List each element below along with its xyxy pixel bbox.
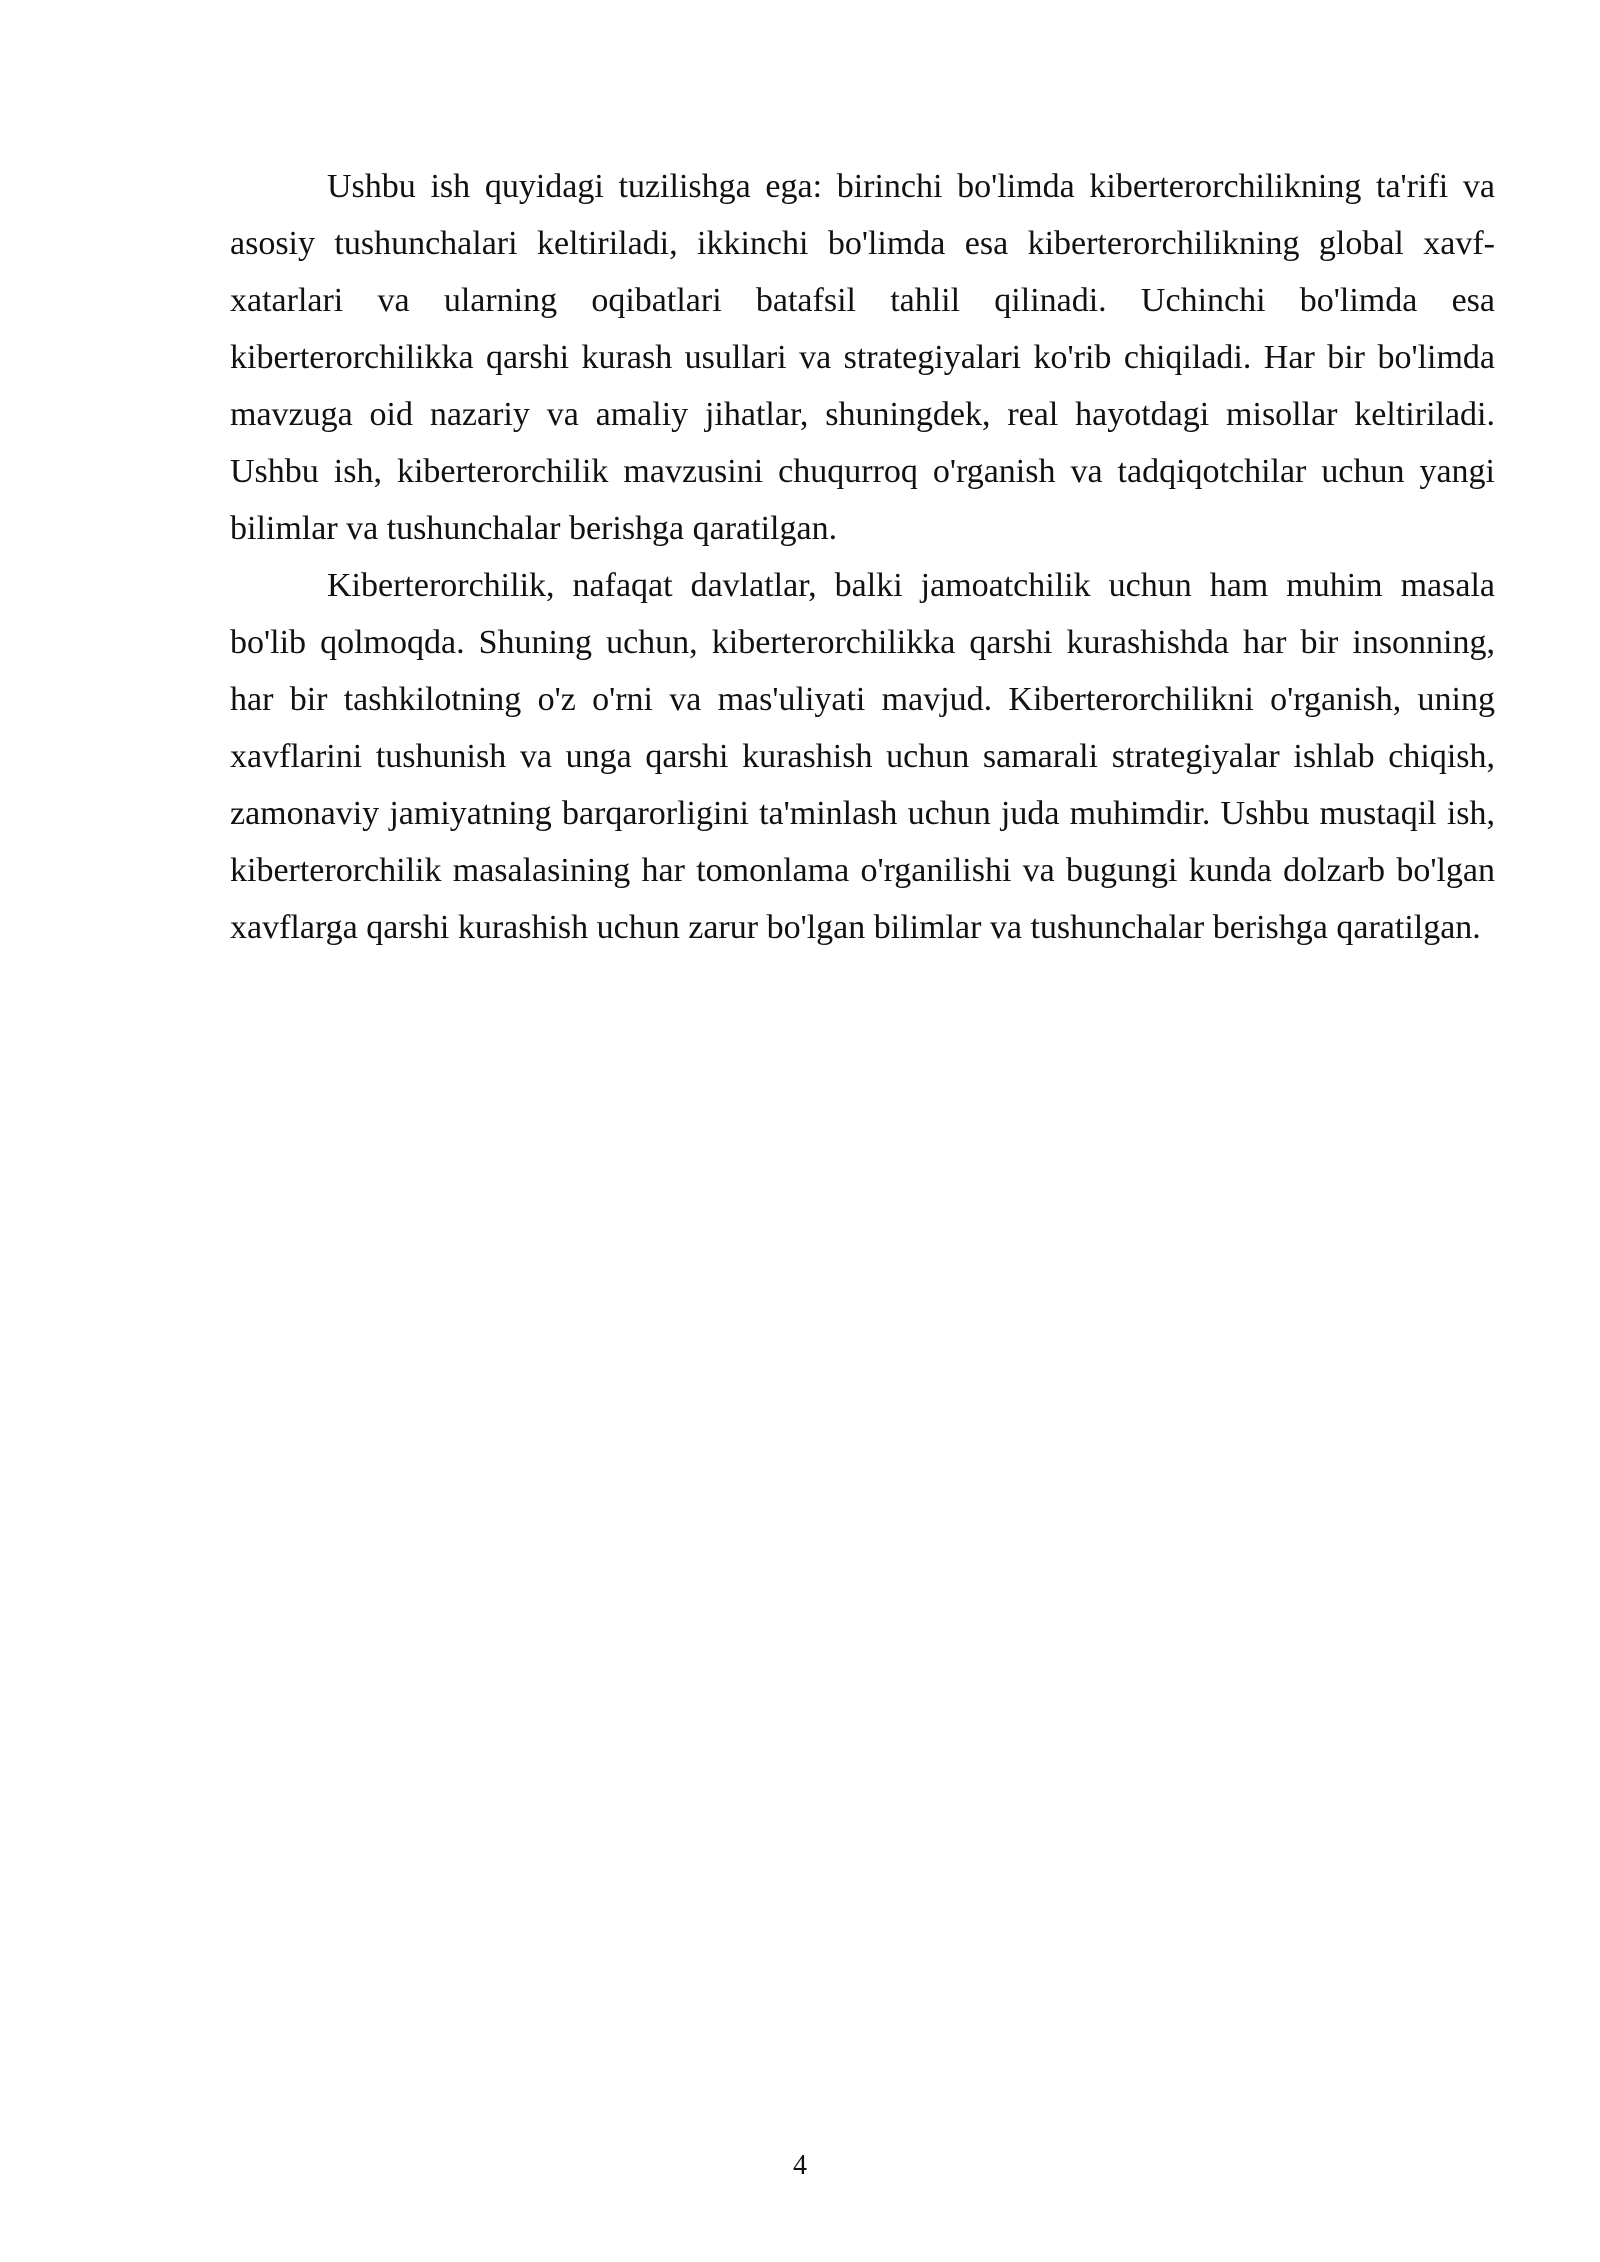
body-text (230, 158, 1495, 956)
paragraph-2: Kiberterorchilik, nafaqat davlatlar, balki jamoatchilik uchun ham muhim masala bo'lib qolmoqda. Shuning uchun, kiberterorchilikka qarshi kurashishda har bir insonning, har bir tashkilotning o'z o'rni va mas'uliyati mavjud. Kiberterorchilikni o'rganish, uning xavflarini tushunish va unga qarshi kurashish uchun samarali strategiyalar ishlab chiqish, zamonaviy jamiyatning barqarorligini ta'minlash uchun juda muhimdir. Ushbu mustaqil ish, kiberterorchilik masalasining har tomonlama o'rganilishi va bugungi kunda dolzarb bo'lgan xavflarga qarshi kurashish uchun zarur bo'lgan bilimlar va tushunchalar berishga qaratilgan. (230, 567, 1495, 946)
paragraph-1: Ushbu ish quyidagi tuzilishga ega: birinchi bo'limda kiberterorchilikning ta'rifi va asosiy tushunchalari keltiriladi, ikkinchi bo'limda esa kiberterorchilikning global xavf-xatarlari va ularning oqibatlari batafsil tahlil qilinadi. Uchinchi bo'limda esa kiberterorchilikka qarshi kurash usullari va strategiyalari ko'rib chiqiladi. Har bir bo'limda mavzuga oid nazariy va amaliy jihatlar, shuningdek, real hayotdagi misollar keltiriladi. Ushbu ish, kiberterorchilik mavzusini chuqurroq o'rganish va tadqiqotchilar uchun yangi bilimlar va tushunchalar berishga qaratilgan. (230, 168, 1495, 547)
page-number: 4 (793, 2150, 807, 2181)
